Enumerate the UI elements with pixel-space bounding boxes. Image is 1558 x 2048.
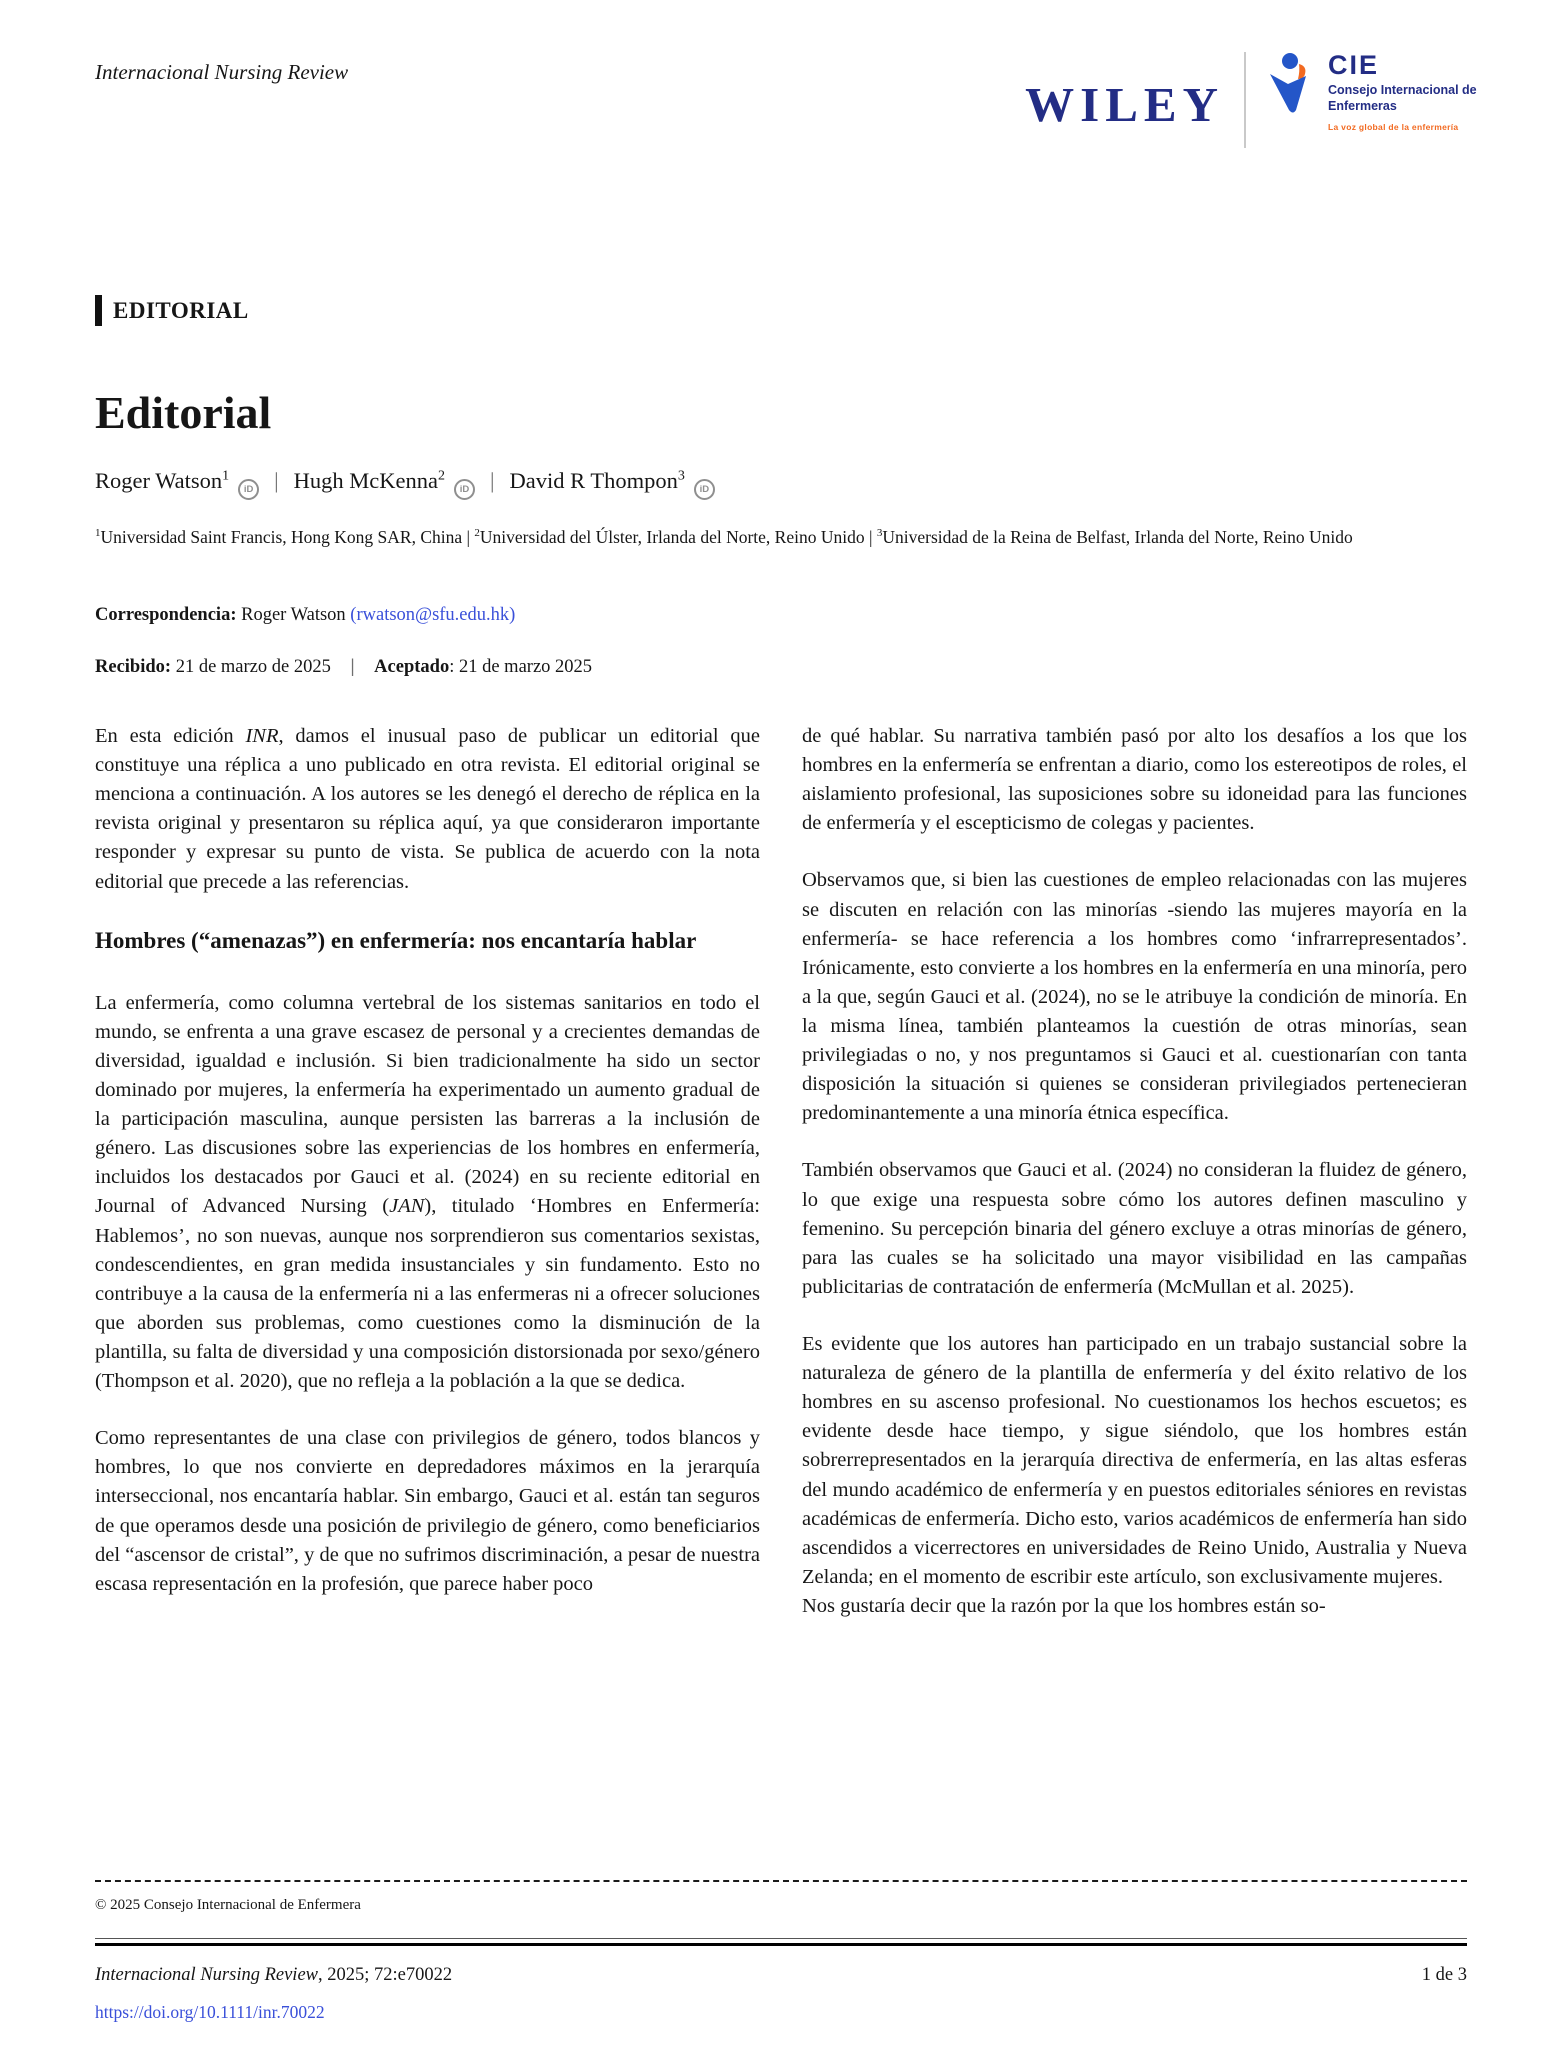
author-superscript: 2 xyxy=(438,468,445,484)
orcid-icon[interactable]: iD xyxy=(454,479,475,500)
citation-row xyxy=(95,1965,1467,1986)
doi-link[interactable]: https://doi.org/10.1111/inr.70022 xyxy=(95,2002,325,2022)
received-label: Recibido: xyxy=(95,657,172,677)
body-paragraph xyxy=(802,722,1467,838)
author-superscript: 3 xyxy=(677,468,685,484)
text-segment: Hombres (“amenazas”) en enfermería: nos encantaría hablar xyxy=(95,927,697,953)
body-paragraph xyxy=(802,866,1467,1128)
article-type-kicker xyxy=(95,295,249,326)
footer-dashed-rule xyxy=(95,1880,1467,1882)
body-paragraph xyxy=(95,1424,760,1599)
cie-figure-icon xyxy=(1266,52,1318,121)
superscript: 3 xyxy=(876,527,883,540)
citation-details: , 2025; 72:e70022 xyxy=(318,1965,453,1985)
publisher-brand-block xyxy=(1025,52,1478,148)
copyright-notice: © 2025 Consejo Internacional de Enfermera xyxy=(95,1897,361,1913)
text-segment: de qué hablar. Su narrativa también pasó por alto los desafíos a los que los hombres en la enfermería se enfrentan a diario, como los estereotipos de roles, el aislamiento profesional, las suposiciones sobre su idoneidad para las funciones de enfermería y el escepticismo de colegas y pacientes. xyxy=(802,725,1467,835)
text-segment: Es evidente que los autores han participado en un trabajo sustancial sobre la naturaleza de género de la plantilla de enfermería y del éxito relativo de los hombres en su ascenso profesional. No cuestionamos los hechos escuetos; es evidente desde hace tiempo, y sigue siéndolo, que los hombres están sobrerrepresentados en la jerarquía directiva de enfermería, en las altas esferas del mundo académico de enfermería y en puestos editoriales séniores en revistas académicas de enfermería. Dicho esto, varios académicos de enfermería han sido ascendidos a vicerrectores en universidades de Reino Unido, Australia y Nueva Zelanda; en el momento de escribir este artículo, son exclusivamente mujeres. xyxy=(802,1332,1467,1588)
correspondence-name: Roger Watson xyxy=(241,605,346,625)
author xyxy=(95,468,259,493)
text-segment: INR xyxy=(245,725,279,747)
cie-logo xyxy=(1266,52,1478,132)
brand-divider xyxy=(1244,52,1246,148)
section-heading xyxy=(95,925,760,956)
cie-acronym: CIE xyxy=(1328,50,1380,80)
superscript: 2 xyxy=(474,527,480,540)
text-segment: Observamos que, si bien las cuestiones de empleo relacionadas con las mujeres se discuten en relación con las minorías -siendo las mujeres mayoría en la enfermería- se hace referencia a los hombres como ‘infrarrepresentados’. Irónicamente, esto convierte a los hombres en la enfermería en una minoría, pero a la que, según Gauci et al. (2024), no se le atribuye la condición de minoría. En la misma línea, también planteamos la cuestión de otras minorías, sean privilegiadas o no, y nos preguntamos si Gauci et al. cuestionarían con tanta disposición la situación si quienes se consideran privilegiados pertenecieran predominantemente a una minoría étnica específica. xyxy=(802,869,1467,1125)
wiley-logo: WILEY xyxy=(1025,77,1224,132)
body-paragraph xyxy=(95,989,760,1397)
received-accepted-line xyxy=(95,657,592,678)
page-indicator: 1 de 3 xyxy=(1421,1965,1467,1985)
superscript: 1 xyxy=(95,527,101,540)
text-segment: También observamos que Gauci et al. (2024) no consideran la fluidez de género, lo que exige una respuesta sobre cómo los autores definen masculino y femenino. Su percepción binaria del género excluye a otras minorías de género, para las cuales se ha solicitado una mayor visibilidad en las campañas publicitarias de contratación de enfermería (McMullan et al. 2025). xyxy=(802,1159,1467,1298)
page-header xyxy=(95,52,1478,148)
text-segment: JAN xyxy=(389,1195,425,1218)
author-separator: | xyxy=(274,468,279,493)
cie-tagline: La voz global de la enfermería xyxy=(1328,121,1459,132)
orcid-icon[interactable]: iD xyxy=(238,479,259,500)
text-segment: En esta edición xyxy=(95,725,246,747)
accepted-date: : 21 de marzo 2025 xyxy=(449,657,593,677)
author-name: Hugh McKenna xyxy=(293,468,438,493)
correspondence-line xyxy=(95,605,515,626)
cie-org-name: Consejo Internacional de Enfermeras xyxy=(1328,83,1477,114)
cie-logo-text xyxy=(1328,52,1478,132)
accepted-label: Aceptado xyxy=(374,657,450,677)
text-segment: Universidad del Úlster, Irlanda del Norte, Reino Unido | xyxy=(479,527,877,547)
authors-line xyxy=(95,468,715,500)
correspondence-email-link[interactable]: (rwatson@sfu.edu.hk) xyxy=(350,605,516,625)
citation-journal-name: Internacional Nursing Review xyxy=(95,1965,318,1985)
author xyxy=(510,468,715,493)
author xyxy=(294,468,475,493)
right-column xyxy=(802,722,1467,1649)
author-separator: | xyxy=(490,468,495,493)
body-paragraph xyxy=(802,1330,1467,1592)
text-segment: Universidad de la Reina de Belfast, Irlanda del Norte, Reino Unido xyxy=(882,527,1353,547)
received-date: 21 de marzo de 2025 xyxy=(175,657,331,677)
page-title: Editorial xyxy=(95,387,272,438)
text-segment: Universidad Saint Francis, Hong Kong SAR, China | xyxy=(100,527,475,547)
running-head-journal-name: Internacional Nursing Review xyxy=(95,60,349,84)
text-segment: , damos el inusual paso de publicar un editorial que constituye una réplica a uno publicado en otra revista. El editorial original se menciona a continuación. A los autores se les denegó el derecho de réplica en la revista original y presentaron su réplica aquí, ya que consideraron importante responder y expresar su punto de vista. Se publica de acuerdo con la nota editorial que precede a las referencias. xyxy=(95,725,761,893)
author-superscript: 1 xyxy=(222,468,230,484)
kicker-bar xyxy=(95,295,102,326)
correspondence-label: Correspondencia: xyxy=(95,605,237,625)
text-segment: ), titulado ‘Hombres en Enfermería: Hablemos’, no son nuevas, aunque nos sorprendieron sus comentarios sexistas, condescendientes, en gran medida insustanciales y sin fundamento. Esto no contribuye a la causa de la enfermería ni a las enfermeras ni a ofrecer soluciones que aborden sus problemas, como cuestiones como la disminución de la plantilla, su falta de diversidad y una composición distorsionada por sexo/género (Thompson et al. 2020), que no refleja a la población a la que se dedica. xyxy=(95,1195,760,1393)
body-paragraph xyxy=(802,1592,1467,1621)
body-columns xyxy=(95,722,1467,1649)
author-name: David R Thompon xyxy=(509,468,678,493)
orcid-icon[interactable]: iD xyxy=(694,479,715,500)
kicker-label: EDITORIAL xyxy=(113,297,249,323)
left-column xyxy=(95,722,760,1649)
body-paragraph xyxy=(802,1156,1467,1302)
body-paragraph xyxy=(95,722,760,897)
text-segment: Como representantes de una clase con privilegios de género, todos blancos y hombres, lo que nos convierte en depredadores máximos en la jerarquía interseccional, nos encantaría hablar. Sin embargo, Gauci et al. están tan seguros de que operamos desde una posición de privilegio de género, como beneficiarios del “ascensor de cristal”, y de que no sufrimos discriminación, a pesar de nuestra escasa representación en la profesión, que parece haber poco xyxy=(95,1427,760,1595)
text-segment: La enfermería, como columna vertebral de los sistemas sanitarios en todo el mundo, se enfrenta a una grave escasez de personal y a crecientes demandas de diversidad, igualdad e inclusión. Si bien tradicionalmente ha sido un sector dominado por mujeres, la enfermería ha experimentado un aumento gradual de la participación masculina, aunque persisten las barreras a la inclusión de género. Las discusiones sobre las experiencias de los hombres en enfermería, incluidos los destacados por Gauci et al. (2024) en su reciente editorial en Journal of Advanced Nursing ( xyxy=(95,991,760,1218)
text-segment: Nos gustaría decir que la razón por la que los hombres están so- xyxy=(802,1594,1326,1617)
journal-citation xyxy=(95,1965,452,1986)
author-name: Roger Watson xyxy=(95,468,223,493)
dates-separator: | xyxy=(350,657,355,677)
affiliations xyxy=(95,523,1467,551)
footer-thin-rule xyxy=(95,1938,1467,1939)
footer-thick-rule xyxy=(95,1943,1467,1946)
